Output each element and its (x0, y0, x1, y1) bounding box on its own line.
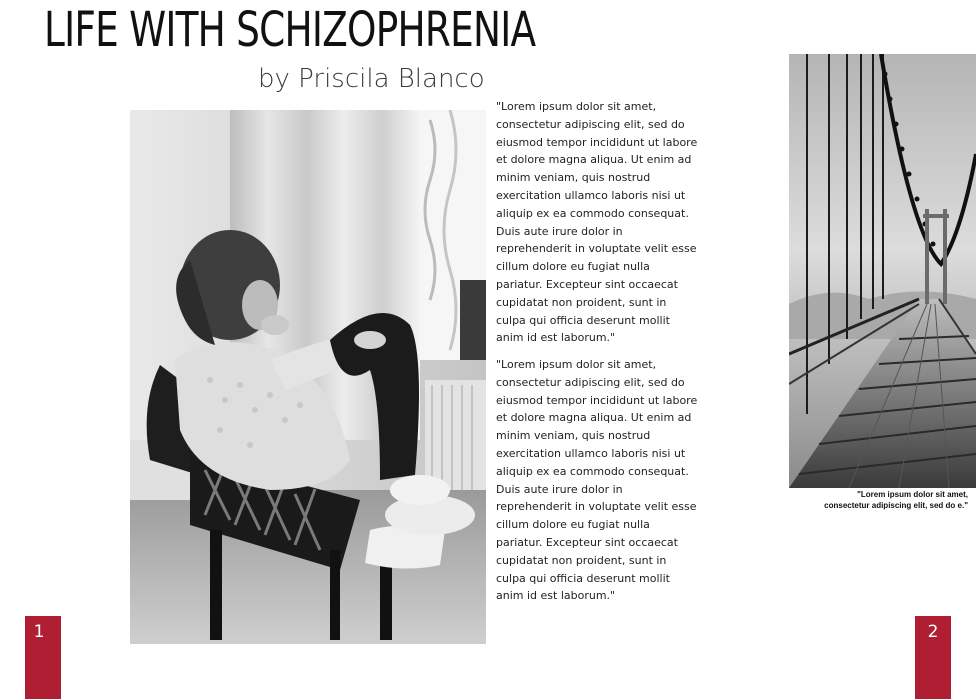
page-number-right: 2 (927, 622, 939, 642)
page-number-tab-right (915, 616, 951, 699)
page-number-left: 1 (33, 622, 45, 642)
bridge-photo-caption: "Lorem ipsum dolor sit amet, consectetur adipiscing elit, sed do e." (824, 490, 968, 510)
article-paragraph-2: "Lorem ipsum dolor sit amet, consectetur adipiscing elit, sed do eiusmod tempor incididunt ut labore et dolore magna aliqua. Ut enim ad minim veniam, quis nostrud exercitation ullamco laboris nisi ut aliquip ex ea commodo consequat. Duis aute irure dolor in reprehenderit in voluptate velit esse cillum dolore eu fugiat nulla pariatur. Excepteur sint occaecat cupidatat non proident, sunt in culpa qui officia deserunt mollit anim id est laborum." (496, 358, 698, 603)
article-paragraph-1: "Lorem ipsum dolor sit amet, consectetur adipiscing elit, sed do eiusmod tempor incididunt ut labore et dolore magna aliqua. Ut enim ad minim veniam, quis nostrud exercitation ullamco laboris nisi ut aliquip ex ea commodo consequat. Duis aute irure dolor in reprehenderit in voluptate velit esse cillum dolore eu fugiat nulla pariatur. Excepteur sint occaecat cupidatat non proident, sunt in culpa qui officia deserunt mollit anim id est laborum." (496, 100, 698, 345)
bridge-photo (789, 54, 976, 488)
page-number-tab-left (25, 616, 61, 699)
author-byline: by Priscila Blanco (258, 64, 485, 94)
article-title: LIFE WITH SCHIZOPHRENIA (44, 2, 536, 58)
main-photo-woman-in-chair (130, 110, 486, 644)
